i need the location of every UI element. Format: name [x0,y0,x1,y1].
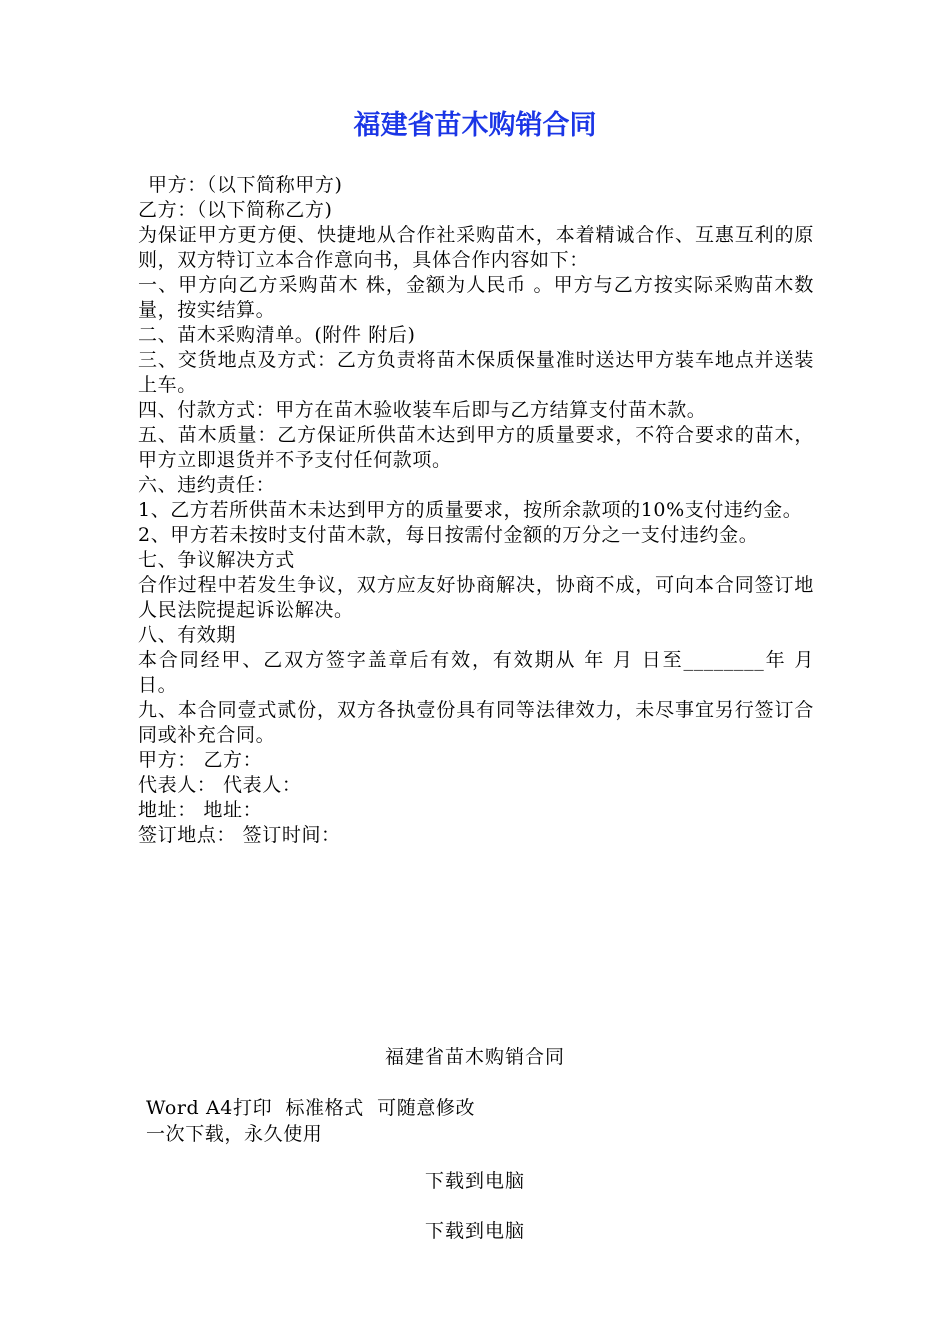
download-link-2[interactable]: 下载到电脑 [424,1220,525,1242]
footer-title: 福建省苗木购销合同 [384,1046,565,1068]
preamble-paragraph: 为保证甲方更方便、快捷地从合作社采购苗木，本着精诚合作、互惠互利的原则，双方特订立本合作意向书，具体合作内容如下： [138,224,814,271]
clause-1: 一、甲方向乙方采购苗木 株，金额为人民币 。甲方与乙方按实际采购苗木数量，按实结算。 [138,274,814,321]
clause-7-heading: 七、争议解决方式 [138,549,295,571]
contract-body [138,173,814,848]
clause-8-body: 本合同经甲、乙双方签字盖章后有效，有效期从 年 月 日至________年 月 日。 [138,649,814,696]
signature-place-time: 签订地点： 签订时间： [138,824,341,846]
clause-3: 三、交货地点及方式：乙方负责将苗木保质保量准时送达甲方装车地点并送装上车。 [138,349,814,396]
clause-6-item-2: 2、甲方若未按时支付苗木款，每日按需付金额的万分之一支付违约金。 [138,524,759,546]
clause-5: 五、苗木质量：乙方保证所供苗木达到甲方的质量要求，不符合要求的苗木，甲方立即退货并不予支付任何款项。 [138,424,814,471]
footer-note-line-2: 一次下载，永久使用 [146,1123,323,1145]
clause-6-heading: 六、违约责任： [138,474,276,496]
clause-9: 九、本合同壹式贰份，双方各执壹份具有同等法律效力，未尽事宜另行签订合同或补充合同。 [138,699,814,746]
clause-2: 二、苗木采购清单。(附件 附后) [138,324,416,346]
clause-8-heading: 八、有效期 [138,624,237,646]
document-title: 福建省苗木购销合同 [353,110,597,141]
footer-note [146,1095,475,1147]
download-link-1[interactable]: 下载到电脑 [424,1170,525,1192]
party-b-line: 乙方：（以下简称乙方) [138,199,333,221]
footer-note-line-1: Word A4打印 标准格式 可随意修改 [146,1097,476,1119]
clause-6-item-1: 1、乙方若所供苗木未达到甲方的质量要求，按所余款项的10%支付违约金。 [138,499,803,521]
signature-addresses: 地址： 地址： [138,799,263,821]
signature-representatives: 代表人： 代表人： [138,774,302,796]
signature-parties: 甲方： 乙方： [138,749,263,771]
party-a-line: 甲方：（以下简称甲方) [148,174,343,196]
clause-7-body: 合作过程中若发生争议，双方应友好协商解决，协商不成，可向本合同签订地人民法院提起诉讼解决。 [138,574,814,621]
clause-4: 四、付款方式：甲方在苗木验收装车后即与乙方结算支付苗木款。 [138,399,707,421]
